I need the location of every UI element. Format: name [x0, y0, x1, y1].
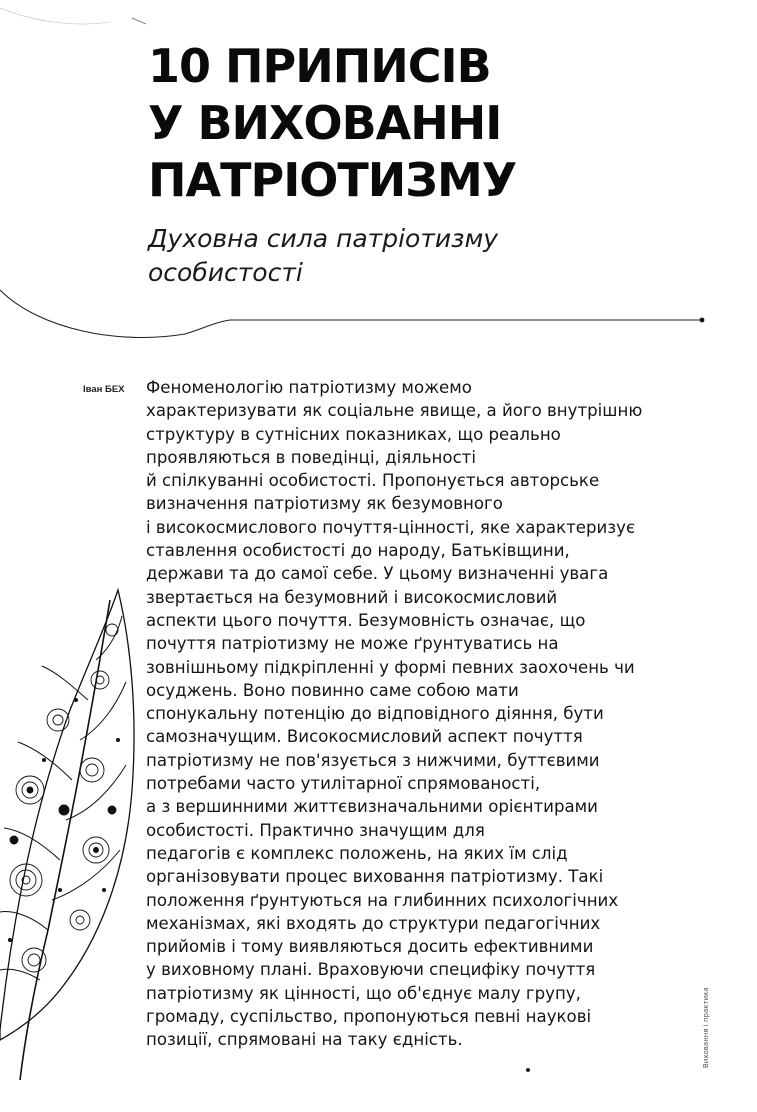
subtitle-line: особистості: [148, 258, 303, 287]
side-note: Виховання і практика: [702, 987, 710, 1068]
body-line: аспекти цього почуття. Безумовність означає, що: [146, 610, 586, 630]
end-dot: [526, 1068, 530, 1072]
body-line: зовнішньому підкріпленні у формі певних заохочень чи: [146, 657, 635, 677]
body-line: й спілкуванні особистості. Пропонується авторське: [146, 471, 600, 491]
body-line: проявляються в поведінці, діяльності: [146, 447, 476, 467]
body-line: характеризувати як соціальне явище, а його внутрішню: [146, 401, 643, 421]
body-line: прийомів і тому виявляються досить ефективними: [146, 937, 594, 957]
author-name: Іван БЕХ: [83, 384, 125, 395]
body-line: спонукальну потенцію до відповідного діяння, бути: [146, 704, 604, 724]
title-line: У ВИХОВАННІ: [148, 96, 502, 150]
body-line: структуру в сутнісних показниках, що реально: [146, 424, 561, 444]
body-line: патріотизму не пов'язується з нижчими, буттєвими: [146, 750, 600, 770]
body-line: положення ґрунтуються на глибинних психологічних: [146, 890, 619, 910]
body-line: і високосмислового почуття-цінності, яке характеризує: [146, 517, 636, 537]
body-line: звертається на безумовний і високосмисловий: [146, 587, 558, 607]
article-body: [146, 376, 721, 1052]
title-line: ПАТРІОТИЗМУ: [148, 153, 517, 207]
body-line: організовувати процес виховання патріотизму. Такі: [146, 867, 604, 887]
title-line: 10 ПРИПИСІВ: [148, 39, 491, 93]
body-line: патріотизму як цінності, що об'єднує малу групу,: [146, 983, 581, 1003]
body-line: визначення патріотизму як безумовного: [146, 494, 503, 514]
body-line: у виховному плані. Враховуючи специфіку почуття: [146, 960, 596, 980]
body-line: ставлення особистості до народу, Батьківщини,: [146, 541, 570, 561]
body-line: громаду, суспільство, пропонуються певні наукові: [146, 1007, 592, 1027]
body-line: почуття патріотизму не може ґрунтуватись на: [146, 634, 559, 654]
body-line: педагогів є комплекс положень, на яких їм слід: [146, 843, 568, 863]
body-line: механізмах, які входять до структури педагогічних: [146, 913, 601, 933]
body-line: а з вершинними життєвизначальними орієнтирами: [146, 797, 598, 817]
subtitle-line: Духовна сила патріотизму: [148, 224, 499, 253]
article-subtitle: [148, 222, 498, 290]
body-line: потребами часто утилітарної спрямованості,: [146, 774, 541, 794]
body-line: позиції, спрямовані на таку єдність.: [146, 1030, 463, 1050]
body-line: держави та до самої себе. У цьому визначенні увага: [146, 564, 609, 584]
floral-leaf-illustration: [0, 560, 140, 1080]
article-title: [148, 38, 516, 209]
body-line: самозначущим. Високосмисловий аспект почуття: [146, 727, 583, 747]
body-line: Феноменологію патріотизму можемо: [146, 378, 472, 397]
body-line: осуджень. Воно повинно саме собою мати: [146, 680, 519, 700]
body-line: особистості. Практично значущим для: [146, 820, 485, 840]
